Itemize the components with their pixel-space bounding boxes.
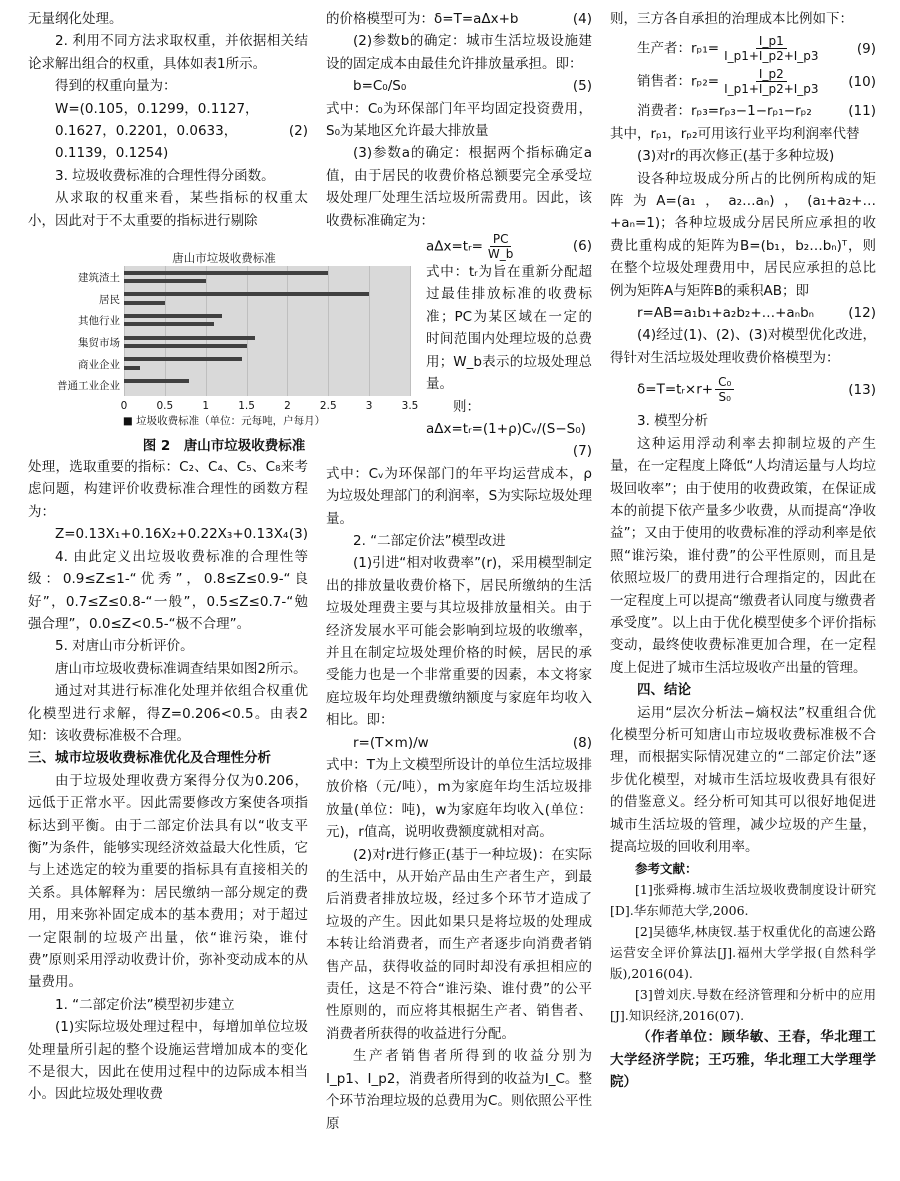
column-3 <box>610 8 876 1094</box>
equation-number: (3) <box>288 526 308 543</box>
bar <box>124 379 189 383</box>
equation-body <box>610 375 736 404</box>
column-1 <box>28 8 308 1106</box>
reference-item: [2]吴德华,林庚钗.基于权重优化的高速公路运营安全评价算法[J].福州大学学报(自然科学版),2016(04). <box>610 924 876 982</box>
equation-3 <box>28 523 308 545</box>
fraction <box>721 67 821 96</box>
y-category-label: 居民 <box>99 293 120 306</box>
equation-number: (8) <box>572 734 592 751</box>
equation-number: (9) <box>856 40 876 57</box>
paragraph: 其中，rₚ₁，rₚ₂可用该行业平均利润率代替 <box>610 125 860 142</box>
equation-number: (7) <box>572 443 592 460</box>
x-tick-label: 1 <box>202 400 210 412</box>
bar <box>124 357 242 361</box>
paragraph: 式中：tᵣ为旨在重新分配超过最佳排放标准的收费标准；PC为某区域在一定的时间范围内处理垃圾的总费用；W_b表示的垃圾处理总量。 <box>426 264 592 393</box>
y-category-label: 普通工业企业 <box>57 380 120 393</box>
paragraph: 唐山市垃圾收费标准调查结果如图2所示。 <box>55 660 307 677</box>
x-tick-label: 2 <box>284 400 291 412</box>
paragraph: 式中：T为上文模型所设计的单位生活垃圾排放价格（元/吨），m为家庭年均生活垃圾排放量(单位：吨)，w为家庭年均收入(单位：元)，r值高，说明收费额度就相对高。 <box>326 757 592 841</box>
reference-item: [3]曾刘庆.导数在经济管理和分析中的应用[J].知识经济,2016(07). <box>610 987 876 1024</box>
equation-lhs: 销售者：rₚ₂= <box>637 73 720 90</box>
equation-body: W=(0.105，0.1299，0.1127，0.1627，0.2201，0.0633，0.1139，0.1254) <box>55 100 259 162</box>
equation-8 <box>326 732 592 754</box>
paragraph: (3)对r的再次修正(基于多种垃圾) <box>637 148 835 165</box>
bar <box>124 314 222 318</box>
subsection-heading: 2. “二部定价法”模型改进 <box>353 532 506 549</box>
bar <box>124 271 328 275</box>
gridline <box>165 266 166 396</box>
x-tick-label: 3.5 <box>401 400 419 412</box>
equation-number: (4) <box>572 11 592 27</box>
equation-number: (12) <box>848 305 876 322</box>
equation-4 <box>326 8 592 30</box>
paragraph: 则： <box>453 398 480 415</box>
equation-body: b=C₀/S₀ <box>353 78 407 95</box>
equation-body: Z=0.13X₁+0.16X₂+0.22X₃+0.13X₄ <box>55 526 289 543</box>
paragraph-text: (3)参数a的确定：根据两个指标确定a值，由于居民的收费价格总额要完全承受垃圾处理厂处理生活垃圾所需费用。因此，该收费标准确定为： <box>326 145 592 229</box>
equation-6 <box>426 232 592 261</box>
y-category-label: 建筑渣土 <box>78 271 120 284</box>
bar <box>124 301 165 305</box>
equation-body: 消费者：rₚ₃=rₚ₃−1−rₚ₁−rₚ₂ <box>637 103 812 120</box>
column-2 <box>326 8 592 1135</box>
author-affiliation: （作者单位：顾华敏、王春，华北理工大学经济学院；王巧雅，华北理工大学理学院） <box>610 1029 876 1091</box>
fraction <box>485 232 516 261</box>
gridline <box>247 266 248 396</box>
bar <box>124 336 255 340</box>
gridline <box>206 266 207 396</box>
x-tick-label: 0.5 <box>156 400 174 412</box>
equation-2 <box>28 98 308 165</box>
chart-title: 唐山市垃圾收费标准 <box>172 251 276 265</box>
equation-number: (6) <box>572 238 592 255</box>
paragraph: 无量纲化处理。 <box>28 11 123 27</box>
legend-entry: ■ 垃圾收费标准（单位：元每吨，户每月） <box>122 415 326 427</box>
paragraph: (1)实际垃圾处理过程中，每增加单位垃圾处理量所引起的整个设施运营增加成本的变化不是很大，因此在使用过程中的边际成本相当小。因此垃圾处理收费 <box>28 1019 308 1103</box>
equation-13 <box>610 375 876 404</box>
equation-body <box>610 34 824 63</box>
equation-body: aΔx=tᵣ=(1+ρ)Cᵥ/(S−S₀) <box>426 420 586 437</box>
paragraph: 1. “二部定价法”模型初步建立 <box>55 996 235 1013</box>
y-category-label: 集贸市场 <box>78 336 120 349</box>
y-category-label: 商业企业 <box>78 358 120 371</box>
equation-body: r=AB=a₁b₁+a₂b₂+…+aₙbₙ <box>637 305 815 322</box>
equation-number: (10) <box>848 73 876 90</box>
equation-body <box>610 67 824 96</box>
paragraph: (2)对r进行修正(基于一种垃圾)：在实际的生活中，从开始产品由生产者生产，到最后消费者排放垃圾，经过多个环节才造成了垃圾的产生。因此如果只是将垃圾的处理成本转让给消费者，而生产者逐步向消费者销售产品，获得收益的同时却没有承担相应的责任，这是不符合“谁污染、谁付费”的公平性原则的，而应将其根据生产者、销售者、消费者所获得的收益进行分配。 <box>326 846 592 1042</box>
equation-lhs: δ=T=tᵣ×r+ <box>637 381 714 398</box>
equation-block-6 <box>326 232 592 463</box>
paragraph: 这种运用浮动利率去抑制垃圾的产生量，在一定程度上降低“人均清运量与人均垃圾回收率”；由于使用的收费政策，在保证成本的前提下依产量多少收费，从而提高“净收益”；又由于使用的收费标准的浮动利率是依照“谁污染，谁付费”的公平性原则，而且是依照垃圾厂的费用进行合理指定的，因此在一定程度上可以提高“缴费者认同度与缴费者承受度”。以上由于优化模型使多个评价指标变动，最终使收费标准更加合理，在一定程度上促进了城市生活垃圾收产出量的管理。 <box>610 435 876 676</box>
paragraph: (1)引进“相对收费率”(r)，采用模型制定出的排放量收费价格下，居民所缴纳的生活垃圾处理费主要与其垃圾排放量相关。由于经济发展水平可能会影响到垃圾的收缴率，并且在制定垃圾处理价格的时候，居民的承受能力也是一个非常重要的因素，本文将家庭垃圾年均处理费缴纳额度与家庭年均收入相比。即： <box>326 555 592 729</box>
fraction-denominator: I_p1+I_p2+I_p3 <box>724 82 819 97</box>
fraction-denominator: S₀ <box>718 390 731 405</box>
equation-body <box>426 232 518 261</box>
paragraph: 4. 由此定义出垃圾收费标准的合理性等级：0.9≤Z≤1-“优秀”，0.8≤Z≤0.9-“良好”，0.7≤Z≤0.8-“一般”，0.5≤Z≤0.7-“勉强合理”，0.0≤Z<0.5-“极不合理”。 <box>28 548 308 632</box>
paragraph: 由于垃圾处理收费方案得分仅为0.206，远低于正常水平。因此需要修改方案使各项指标达到平衡。由于二部定价法具有以“收支平衡”为条件，能够实现经济效益最大化性质，它与上述选定的较为重要的指标具有直接相关的关系。具体解释为：居民缴纳一部分规定的费用，用来弥补固定成本的基本费用；对于超过一定限制的垃圾产出量，依“谁污染，谁付费”原则采用浮动收费计价，弥补变动成本的从量费用。 <box>28 772 308 991</box>
paragraph: 5. 对唐山市分析评价。 <box>55 638 194 655</box>
equation-number: (5) <box>572 78 592 95</box>
figure-caption: 图 2 唐山市垃圾收费标准 <box>142 438 306 454</box>
bar <box>124 322 214 326</box>
equation-9 <box>610 34 876 63</box>
equation-12 <box>610 302 876 324</box>
gridline <box>287 266 288 396</box>
equation-lhs: aΔx=tᵣ= <box>426 238 483 255</box>
fraction-numerator: I_p1 <box>756 34 787 49</box>
equation-10 <box>610 67 876 96</box>
paragraph: 设各种垃圾成分所占的比例所构成的矩阵为A=(a₁，a₂…aₙ)，(a₁+a₂+…+aₙ=1)；各种垃圾成分居民所应承担的收费比重构成的矩阵为B=(b₁，b₂…bₙ)ᵀ，则在整个垃圾处理费用中，居民应承担的总比例为矩阵A与矩阵B的乘积AB；即 <box>610 170 876 299</box>
x-tick-label: 1.5 <box>238 400 255 412</box>
equation-11 <box>610 100 876 122</box>
paragraph: 通过对其进行标准化处理并依组合权重优化模型进行求解，得Z=0.206<0.5。由表2知：该收费标准极不合理。 <box>28 683 308 744</box>
paragraph <box>326 142 592 232</box>
paragraph: 则，三方各自承担的治理成本比例如下： <box>610 11 853 27</box>
paragraph: 生产者销售者所得到的收益分别为I_p1、I_p2，消费者所得到的收益为I_C。整个环节治理垃圾的总费用为C。则依照公平性原 <box>326 1048 592 1132</box>
paragraph: 处理，选取重要的指标：C₂、C₄、C₅、C₈来考虑问题，构建评价收费标准合理性的函数方程为： <box>28 459 308 520</box>
equation-5 <box>326 75 592 97</box>
equation-number: (13) <box>848 381 876 398</box>
references-title: 参考文献： <box>635 861 698 877</box>
paragraph: 3. 垃圾收费标准的合理性得分函数。 <box>55 167 275 184</box>
fraction <box>721 34 821 63</box>
x-tick-label: 0 <box>120 400 128 412</box>
paragraph: (2)参数b的确定：城市生活垃圾设施建设的固定成本由最佳允许排放量承担。即： <box>326 33 592 72</box>
y-category-label: 其他行业 <box>78 315 120 328</box>
equation-number: (2) <box>288 123 308 140</box>
equation-7 <box>426 418 592 440</box>
fraction-numerator: PC <box>490 232 512 247</box>
bar <box>124 344 247 348</box>
fraction-numerator: I_p2 <box>756 67 787 82</box>
fraction-denominator: I_p1+I_p2+I_p3 <box>724 49 819 64</box>
paragraph: 得到的权重向量为： <box>55 78 177 95</box>
fraction-denominator: W_b <box>487 247 514 262</box>
paragraph: 式中：Cᵥ为环保部门的年平均运营成本，ρ为垃圾处理部门的利润率，S为实际垃圾处理量。 <box>326 465 592 527</box>
fraction-numerator: C₀ <box>715 375 734 390</box>
equation-number: (11) <box>848 103 876 120</box>
section-heading: 三、城市垃圾收费标准优化及合理性分析 <box>28 750 271 767</box>
equation-body: r=(T×m)/w <box>353 734 429 751</box>
paragraph: 运用“层次分析法−熵权法”权重组合优化模型分析可知唐山市垃圾收费标准极不合理，而根据实际情况建立的“二部定价法”逐步优化模型，对城市生活垃圾收费具有很好的借鉴意义。经分析可知其可以很好地促进城市生活垃圾的管理，减少垃圾的产生量，提高垃圾的回收利用率。 <box>610 704 876 855</box>
fraction <box>715 375 734 404</box>
gridline <box>124 266 125 396</box>
paragraph: 2. 利用不同方法求取权重，并依据相关结论求解出组合的权重，具体如表1所示。 <box>28 33 308 72</box>
bar <box>124 279 206 283</box>
paragraph: 式中：C₀为环保部门年平均固定投资费用，S₀为某地区允许最大排放量 <box>326 100 592 140</box>
equation-body: 的价格模型可为：δ=T=aΔx+b <box>326 11 519 27</box>
references <box>610 858 876 1026</box>
equation-lhs: 生产者：rₚ₁= <box>637 40 720 57</box>
paragraph: (4)经过(1)、(2)、(3)对模型优化改进，得针对生活垃圾处理收费价格模型为： <box>610 327 876 366</box>
bar <box>124 366 140 370</box>
section-heading: 四、结论 <box>637 682 691 699</box>
reference-item: [1]张舜梅.城市生活垃圾收费制度设计研究[D].华东师范大学,2006. <box>610 882 876 919</box>
x-tick-label: 3 <box>365 400 373 412</box>
paragraph: 从求取的权重来看，某些指标的权重太小，因此对于不太重要的指标进行剔除 <box>28 190 308 229</box>
x-tick-label: 2.5 <box>319 400 337 412</box>
subsection-heading: 3. 模型分析 <box>637 413 709 430</box>
